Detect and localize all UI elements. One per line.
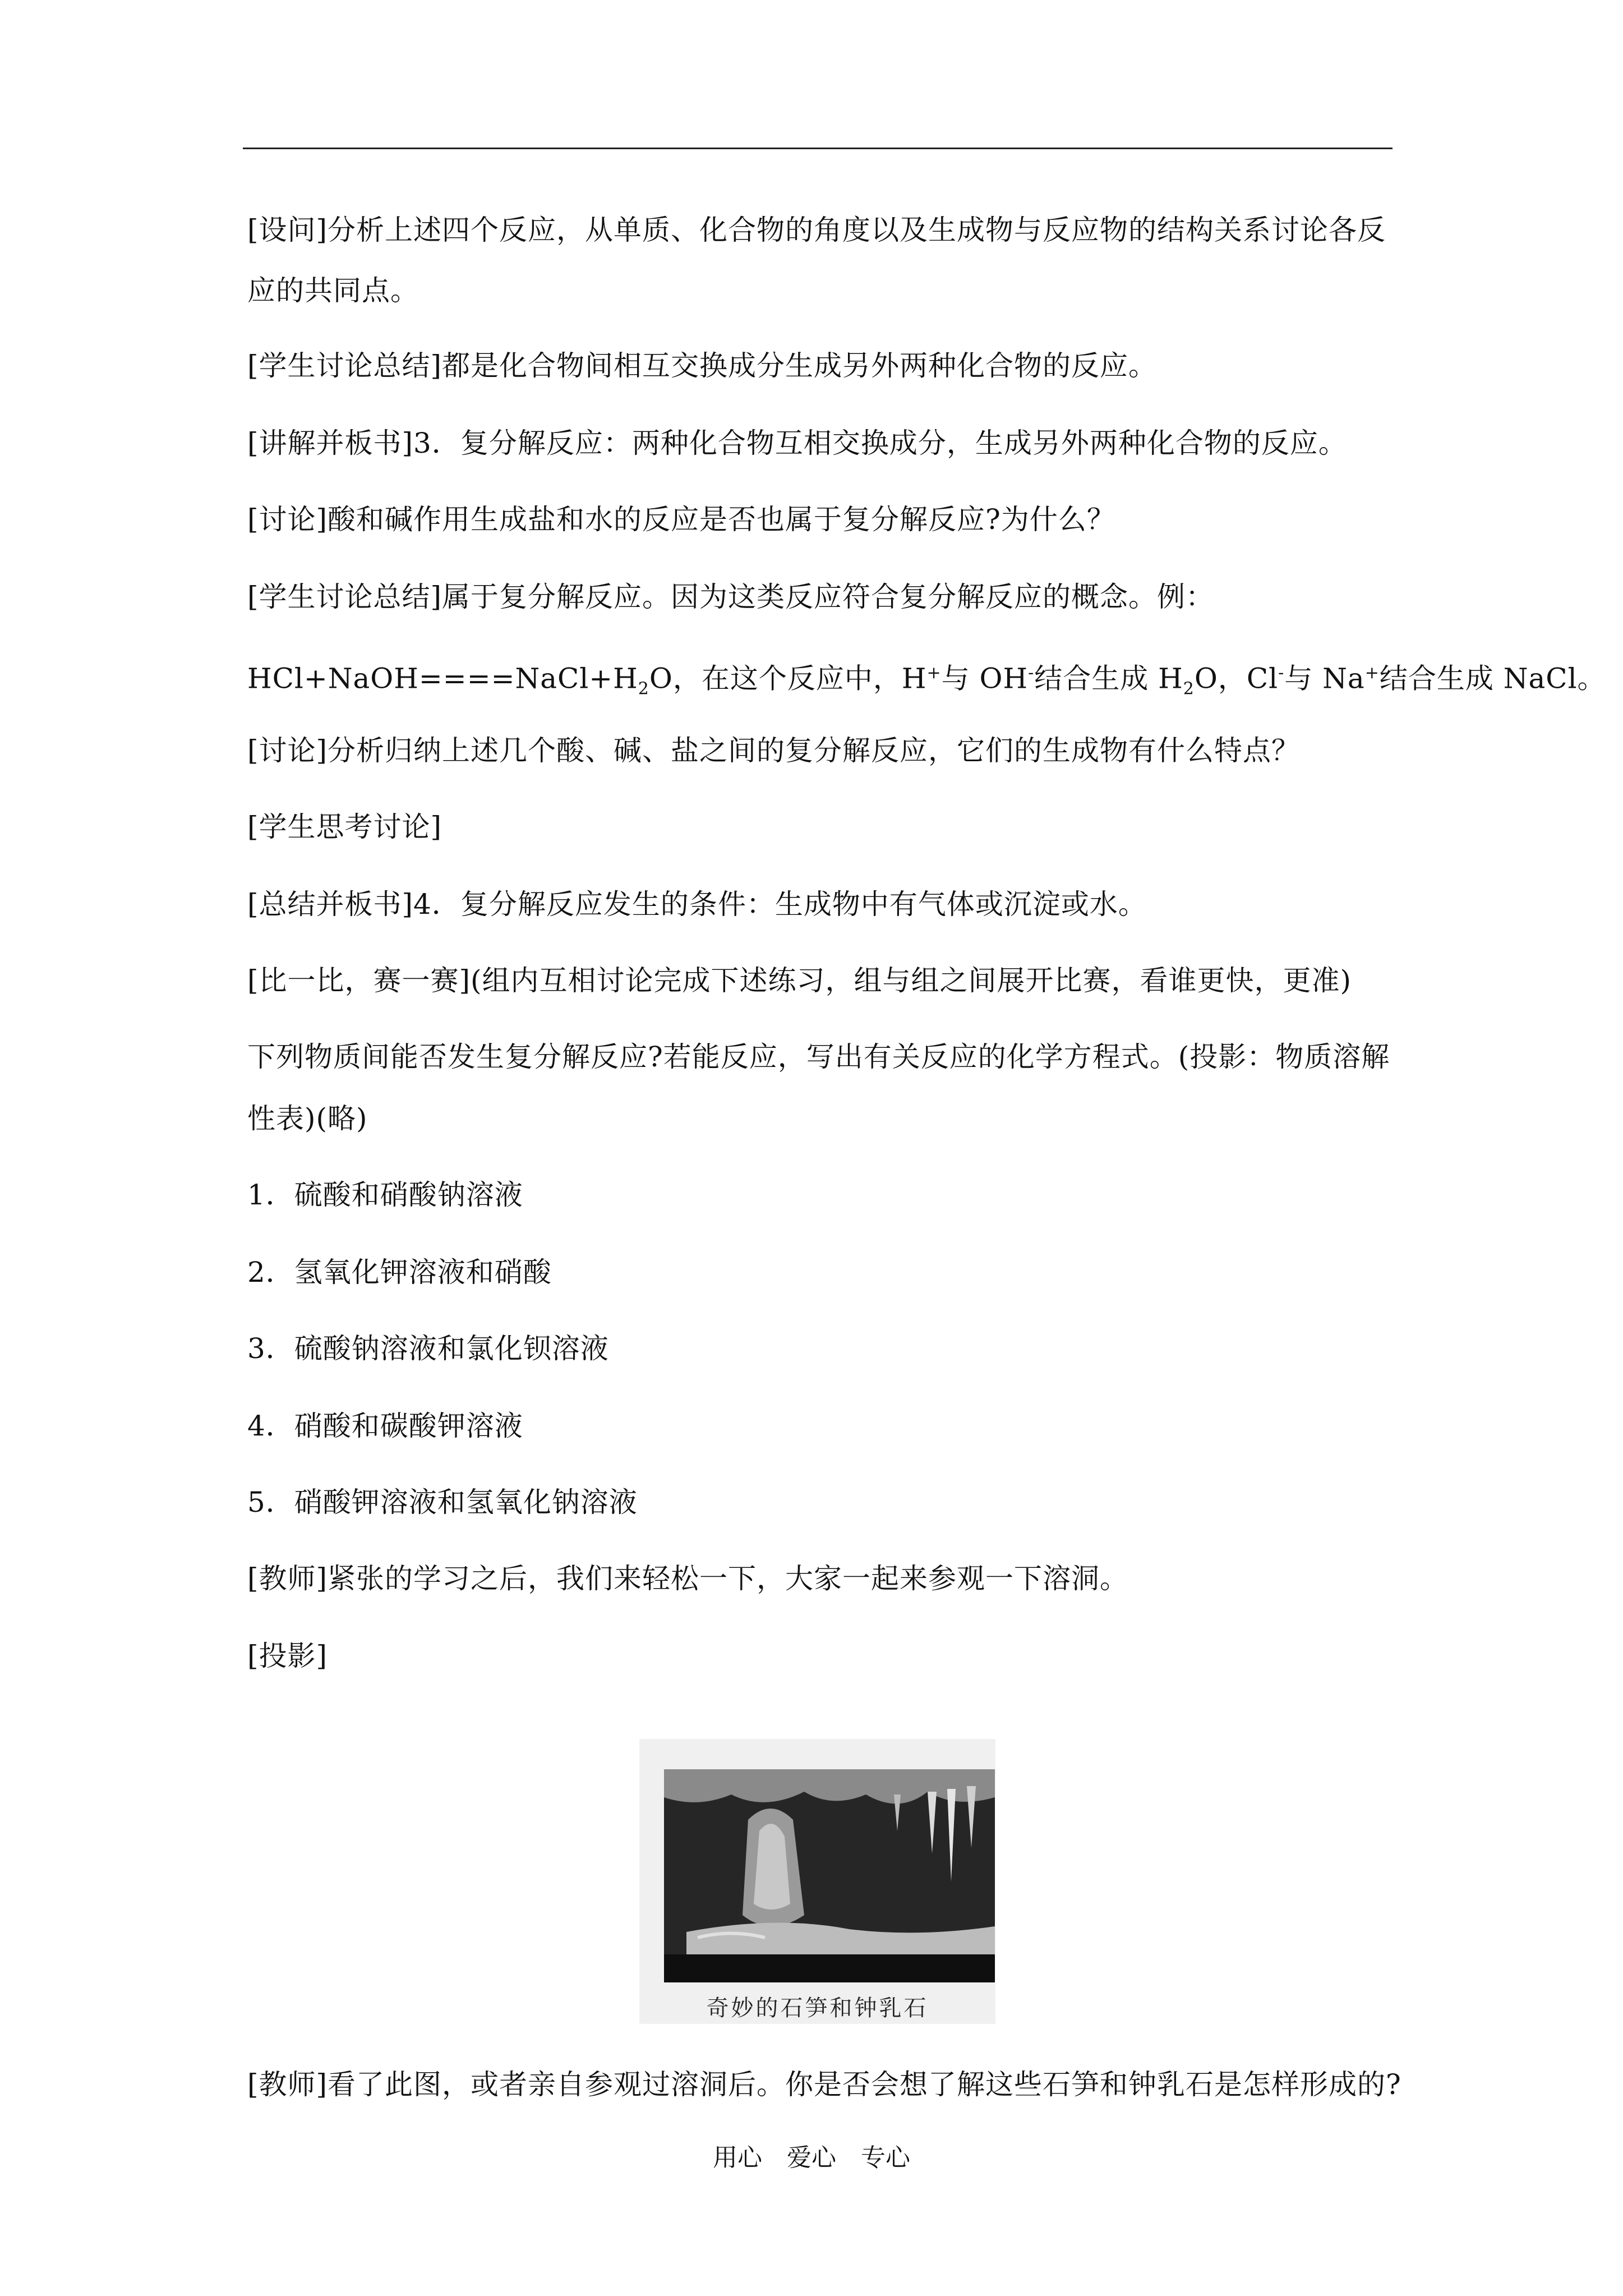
text-line-4: [讲解并板书]3．复分解反应：两种化合物互相交换成分，生成另外两种化合物的反应。 bbox=[247, 427, 1347, 459]
text-line-5: [讨论]酸和碱作用生成盐和水的反应是否也属于复分解反应?为什么？ bbox=[247, 503, 1115, 536]
text-line-8: [学生思考讨论] bbox=[247, 811, 442, 843]
cave-figure bbox=[639, 1739, 995, 2024]
text-line-1: [设问]分析上述四个反应，从单质、化合物的角度以及生成物与反应物的结构关系讨论各反 bbox=[247, 214, 1386, 246]
text-line-14: [投影] bbox=[247, 1640, 328, 1672]
list-item-4: 4．硝酸和碳酸钾溶液 bbox=[247, 1410, 523, 1442]
equation-line: $HCl+NaOH====NaCl+H_2O$，在这个反应中，H+与 OH-结合生成 $H_2O$，Cl-与 Na+结合生成 NaCl。 bbox=[247, 662, 1606, 699]
text-line-2: 应的共同点。 bbox=[247, 274, 419, 307]
list-item-2: 2．氢氧化钾溶液和硝酸 bbox=[247, 1256, 552, 1289]
header-rule bbox=[243, 148, 1393, 149]
text-line-11: 下列物质间能否发生复分解反应?若能反应，写出有关反应的化学方程式。(投影：物质溶解 bbox=[247, 1041, 1390, 1073]
text-line-15: [教师]看了此图，或者亲自参观过溶洞后。你是否会想了解这些石笋和钟乳石是怎样形成的? bbox=[247, 2068, 1401, 2101]
cave-photo bbox=[664, 1769, 995, 1982]
text-line-10: [比一比，赛一赛](组内互相讨论完成下述练习，组与组之间展开比赛，看谁更快，更准) bbox=[247, 964, 1352, 997]
list-item-5: 5．硝酸钾溶液和氢氧化钠溶液 bbox=[247, 1486, 638, 1519]
text-line-9: [总结并板书]4．复分解反应发生的条件：生成物中有气体或沉淀或水。 bbox=[247, 888, 1147, 921]
text-line-12: 性表)(略) bbox=[247, 1102, 368, 1135]
text-line-13: [教师]紧张的学习之后，我们来轻松一下，大家一起来参观一下溶洞。 bbox=[247, 1562, 1129, 1595]
text-line-7: [讨论]分析归纳上述几个酸、碱、盐之间的复分解反应，它们的生成物有什么特点？ bbox=[247, 734, 1301, 767]
page-footer: 用心 爱心 专心 bbox=[713, 2143, 910, 2172]
text-line-3: [学生讨论总结]都是化合物间相互交换成分生成另外两种化合物的反应。 bbox=[247, 349, 1158, 382]
list-item-3: 3．硫酸钠溶液和氯化钡溶液 bbox=[247, 1332, 609, 1365]
figure-caption: 奇妙的石笋和钟乳石 bbox=[706, 1995, 929, 2021]
text-line-6: [学生讨论总结]属于复分解反应。因为这类反应符合复分解反应的概念。例： bbox=[247, 581, 1215, 613]
list-item-1: 1．硫酸和硝酸钠溶液 bbox=[247, 1179, 523, 1211]
cave-illustration bbox=[664, 1769, 995, 1982]
